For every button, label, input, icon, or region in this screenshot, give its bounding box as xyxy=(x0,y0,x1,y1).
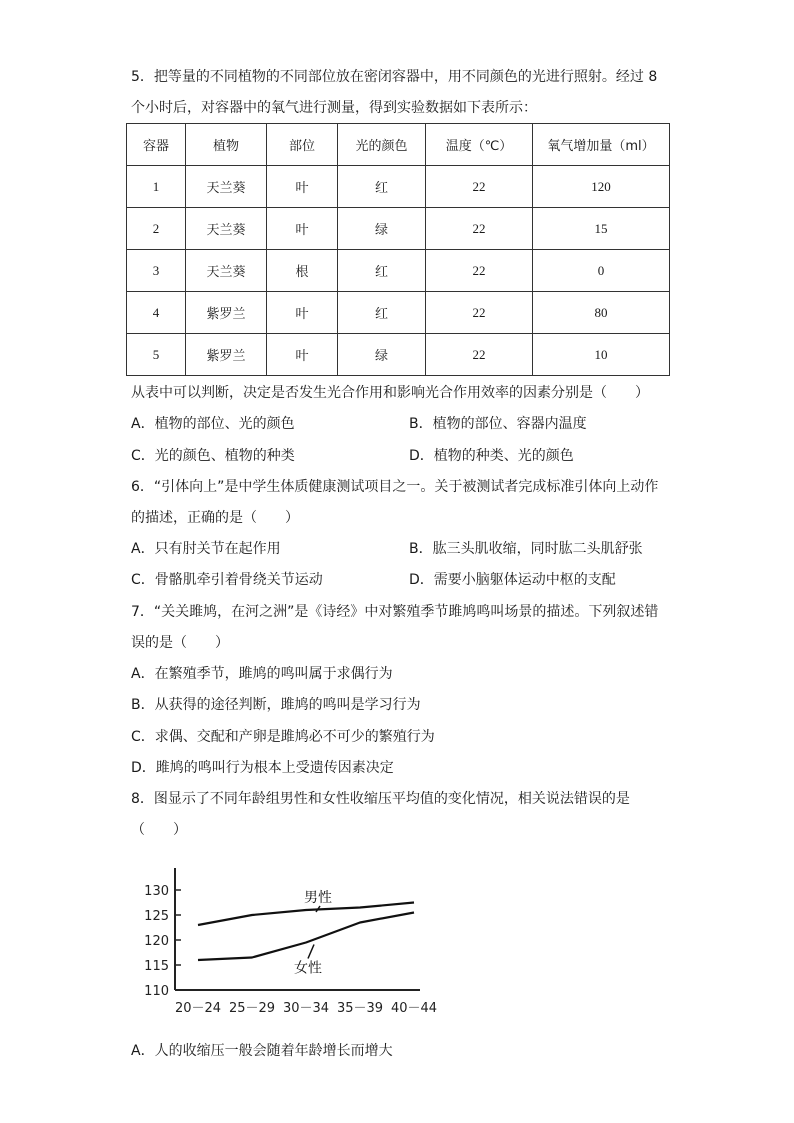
y-tick-label: 115 xyxy=(144,959,169,974)
table-cell: 3 xyxy=(127,250,186,292)
x-tick-label: 25－29 xyxy=(228,1001,276,1016)
q7-option-a[interactable]: A．在繁殖季节，雎鸠的鸣叫属于求偶行为 xyxy=(131,666,393,682)
table-cell: 4 xyxy=(127,292,186,334)
series-leader-female xyxy=(308,945,314,959)
table-row xyxy=(127,208,670,250)
blood-pressure-chart xyxy=(130,860,438,1020)
series-label-male: 男性 xyxy=(304,890,332,906)
table-cell: 叶 xyxy=(267,292,338,334)
table-header-cell: 温度（℃） xyxy=(426,124,533,166)
table-cell: 2 xyxy=(127,208,186,250)
q6-option-a[interactable]: A．只有肘关节在起作用 xyxy=(131,541,281,557)
table-row xyxy=(127,334,670,376)
x-tick-label: 30－34 xyxy=(282,1001,330,1016)
y-tick-label: 110 xyxy=(144,984,169,999)
y-tick-label: 120 xyxy=(144,934,169,949)
q5-question: 从表中可以判断，决定是否发生光合作用和影响光合作用效率的因素分别是（ ） xyxy=(131,385,649,401)
q5-data-table xyxy=(126,123,670,376)
q5-stem-line2: 个小时后，对容器中的氧气进行测量，得到实验数据如下表所示： xyxy=(131,100,537,116)
table-cell: 22 xyxy=(426,334,533,376)
q7-option-c[interactable]: C．求偶、交配和产卵是雎鸠必不可少的繁殖行为 xyxy=(131,729,435,745)
table-cell: 叶 xyxy=(267,334,338,376)
table-row xyxy=(127,250,670,292)
table-cell: 紫罗兰 xyxy=(186,292,267,334)
table-cell: 22 xyxy=(426,250,533,292)
table-cell: 红 xyxy=(338,292,426,334)
q6-option-c[interactable]: C．骨骼肌牵引着骨绕关节运动 xyxy=(131,572,323,588)
table-header-cell: 氧气增加量（ml） xyxy=(533,124,670,166)
q7-option-d[interactable]: D．雎鸠的鸣叫行为根本上受遗传因素决定 xyxy=(131,760,394,776)
table-cell: 10 xyxy=(533,334,670,376)
table-header-cell: 容器 xyxy=(127,124,186,166)
table-row xyxy=(127,292,670,334)
chart-series xyxy=(198,902,414,960)
table-header-cell: 植物 xyxy=(186,124,267,166)
q5-option-c[interactable]: C．光的颜色、植物的种类 xyxy=(131,448,295,464)
q5-option-d[interactable]: D．植物的种类、光的颜色 xyxy=(409,448,574,464)
x-tick-label: 40－44 xyxy=(390,1001,438,1016)
table-header-cell: 部位 xyxy=(267,124,338,166)
table-cell: 22 xyxy=(426,208,533,250)
table-header-row xyxy=(127,124,670,166)
table-cell: 叶 xyxy=(267,166,338,208)
q6-stem-line1: 6．“引体向上”是中学生体质健康测试项目之一。关于被测试者完成标准引体向上动作 xyxy=(131,479,659,495)
table-cell: 0 xyxy=(533,250,670,292)
q5-option-a[interactable]: A．植物的部位、光的颜色 xyxy=(131,416,295,432)
q5-option-b[interactable]: B．植物的部位、容器内温度 xyxy=(409,416,587,432)
table-cell: 叶 xyxy=(267,208,338,250)
q6-stem-line2: 的描述，正确的是（ ） xyxy=(131,510,299,526)
q8-option-a[interactable]: A．人的收缩压一般会随着年龄增长而增大 xyxy=(131,1043,393,1059)
y-tick-label: 130 xyxy=(144,884,169,899)
table-cell: 红 xyxy=(338,166,426,208)
table-cell: 120 xyxy=(533,166,670,208)
q6-option-b[interactable]: B．肱三头肌收缩，同时肱二头肌舒张 xyxy=(409,541,643,557)
table-cell: 根 xyxy=(267,250,338,292)
table-cell: 紫罗兰 xyxy=(186,334,267,376)
table-cell: 80 xyxy=(533,292,670,334)
q8-stem-line2: （ ） xyxy=(131,822,187,838)
q7-stem-line1: 7．“关关雎鸠，在河之洲”是《诗经》中对繁殖季节雎鸠鸣叫场景的描述。下列叙述错 xyxy=(131,604,659,620)
q5-stem-line1: 5．把等量的不同植物的不同部位放在密闭容器中，用不同颜色的光进行照射。经过 8 xyxy=(131,69,658,85)
table-cell: 天兰葵 xyxy=(186,208,267,250)
q7-stem-line2: 误的是（ ） xyxy=(131,635,229,651)
table-cell: 22 xyxy=(426,292,533,334)
q7-option-b[interactable]: B．从获得的途径判断，雎鸠的鸣叫是学习行为 xyxy=(131,697,421,713)
table-cell: 1 xyxy=(127,166,186,208)
x-tick-label: 35－39 xyxy=(336,1001,384,1016)
x-tick-label: 20－24 xyxy=(174,1001,222,1016)
table-cell: 天兰葵 xyxy=(186,166,267,208)
table-cell: 22 xyxy=(426,166,533,208)
table-cell: 红 xyxy=(338,250,426,292)
table-cell: 5 xyxy=(127,334,186,376)
y-tick-label: 125 xyxy=(144,909,169,924)
table-header-cell: 光的颜色 xyxy=(338,124,426,166)
table-cell: 15 xyxy=(533,208,670,250)
table-cell: 天兰葵 xyxy=(186,250,267,292)
table-row xyxy=(127,166,670,208)
series-label-female: 女性 xyxy=(294,960,322,977)
table-cell: 绿 xyxy=(338,208,426,250)
table-cell: 绿 xyxy=(338,334,426,376)
q8-stem-line1: 8．图显示了不同年龄组男性和女性收缩压平均值的变化情况，相关说法错误的是 xyxy=(131,791,630,807)
q6-option-d[interactable]: D．需要小脑躯体运动中枢的支配 xyxy=(409,572,616,588)
